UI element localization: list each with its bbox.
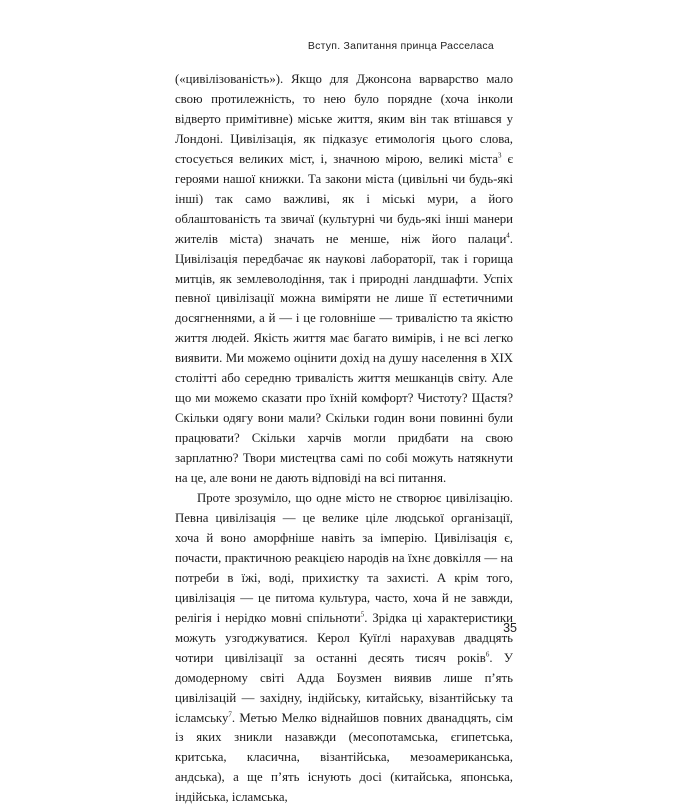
paragraph-text: . У домодерному світі Адда Боузмен виявив лише п’ять цивілізацій — західну, індійську, китайську, візантійську та ісламську <box>175 650 513 725</box>
footnote-marker[interactable]: 7 <box>228 710 232 719</box>
running-header: Вступ. Запитання принца Расселаса <box>307 40 494 52</box>
paragraph-text: . Метью Мелко віднайшов повних дванадцять, сім із яких зникли назавжди (месопотамська, єгипетська, критська, класична, візантійська, мезоамериканська, андська), а ще п’ять існують досі (китайська, японська, індійська, ісламська, <box>175 710 513 805</box>
footnote-marker[interactable]: 6 <box>485 650 490 659</box>
paragraphs-container <box>175 70 513 808</box>
paragraph-text: Проте зрозуміло, що одне місто не створює цивілізацію. Певна цивілізація — це велике ціле людської організації, хоча й воно аморфніше навіть за імперію. Цивілізація є, почасти, практичною реакцією народів на їхнє довкілля — на потреби в їжі, воді, прихистку та захисті. А крім того, цивілізація — це питома культура, часто, хоча й не завжди, релігія і нерідко мовні спільноти <box>175 491 513 625</box>
paragraph-text: . Цивілізація передбачає як наукові лабораторії, так і горища митців, як землеволодіння, так і природні ландшафти. Успіх певної цивілізації можна виміряти не лише її естетичними досягненнями, а й — і це головніше — тривалістю та якістю життя людей. Якість життя має багато вимірів, і не всі легко виявити. Ми можемо оцінити дохід на душу населення в XIX столітті або середню тривалість життя мешканців світу. Але що ми можемо сказати про їхній комфорт? Чистоту? Щастя? Скільки одягу вони мали? Скільки годин вони повинні були працювати? Скільки харчів могли придбати на свою зарплатню? Твори мистецтва самі по собі можуть натякнути на це, але вони не дають відповіді на всі питання. <box>175 231 513 486</box>
paragraph-text: є героями нашої книжки. Та закони міста (цивільні чи будь-які інші) так само важливі, як і міські мури, а його облаштованість та звичаї (культурні чи будь-які інші манери жителів міста) значать не менше, ніж його палаци <box>175 151 513 246</box>
paragraph-text: («цивілізованість»). Якщо для Джонсона варварство мало свою протилежність, то нею було порядне (хоча інколи відверто примітивне) міське життя, яким він так втішався у Лондоні. Цивілізація, як підказує етимологія цього слова, стосується великих міст, і, значною мірою, великі міста <box>175 72 513 166</box>
footnote-marker[interactable]: 3 <box>498 151 502 160</box>
body-text <box>175 70 513 808</box>
footnote-marker[interactable]: 5 <box>360 610 365 619</box>
paragraph-1 <box>175 70 513 489</box>
page-number: 35 <box>503 621 517 635</box>
paragraph-text: . Зрідка ці характеристики можуть узгоджуватися. Керол Куїґлі нарахував двадцять чотири цивілізації за останні десять тисяч років <box>175 610 513 665</box>
footnote-marker[interactable]: 4 <box>506 231 510 240</box>
paragraph-2 <box>175 489 513 808</box>
